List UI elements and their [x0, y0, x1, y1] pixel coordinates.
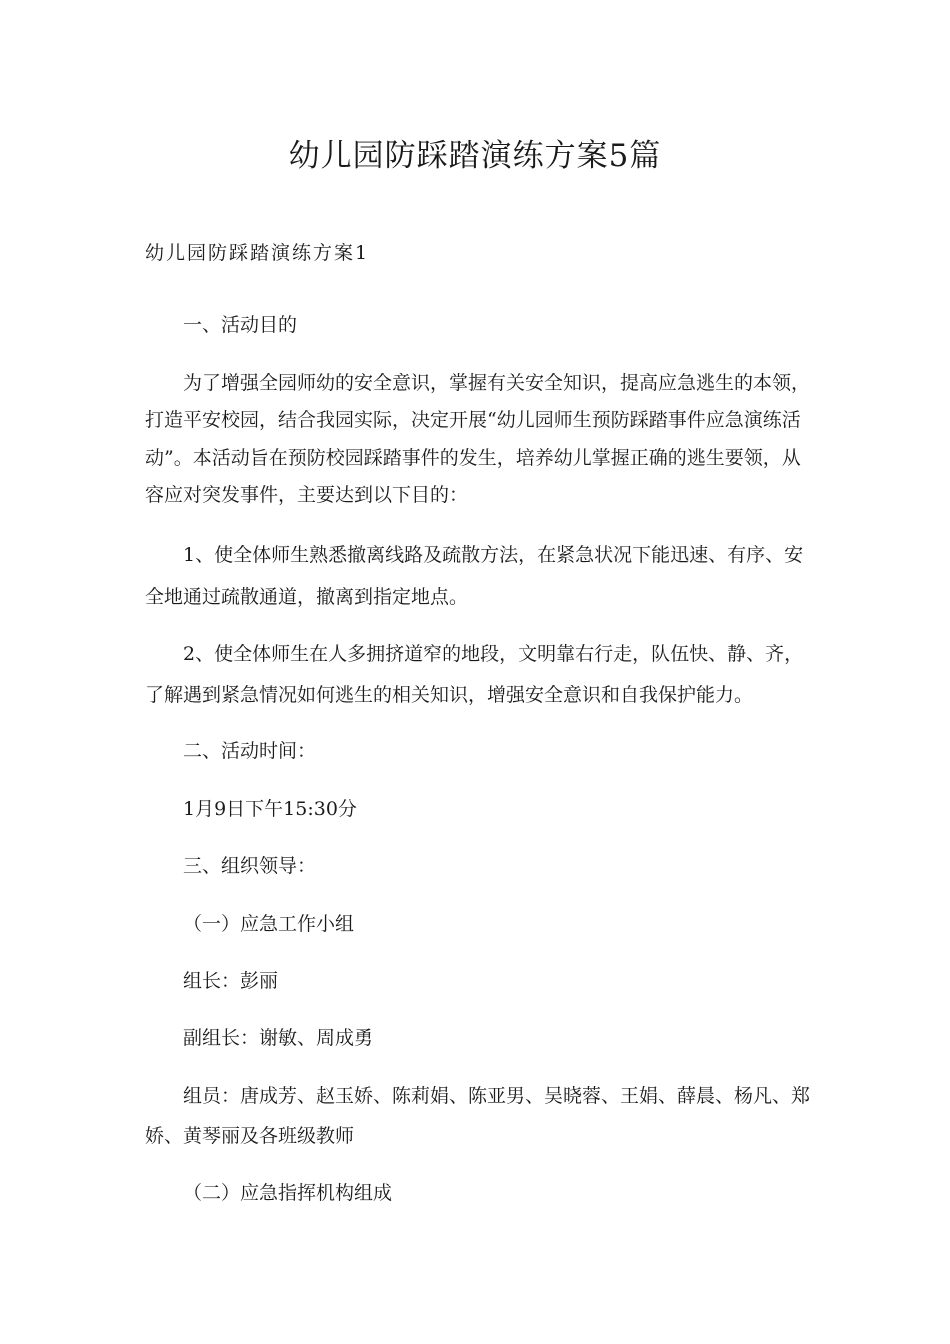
heading-activity-purpose: 一、活动目的 — [183, 314, 298, 336]
team-members-line: 组员：唐成芳、赵玉娇、陈莉娟、陈亚男、吴晓蓉、王娟、薛晨、杨凡、郑 — [183, 1085, 811, 1107]
team-members-line: 娇、黄琴丽及各班级教师 — [145, 1125, 355, 1147]
team-leader: 组长：彭丽 — [183, 970, 279, 992]
team-deputy-leaders: 副组长：谢敏、周成勇 — [183, 1027, 374, 1049]
list-item-line: 1、使全体师生熟悉撤离线路及疏散方法，在紧急状况下能迅速、有序、安 — [183, 544, 804, 566]
section-title: 幼儿园防踩踏演练方案1 — [145, 242, 370, 264]
paragraph-line: 为了增强全园师幼的安全意识，掌握有关安全知识，提高应急逃生的本领， — [183, 372, 811, 394]
list-item-line: 全地通过疏散通道，撤离到指定地点。 — [145, 586, 469, 608]
subheading-command-structure: （二）应急指挥机构组成 — [183, 1182, 393, 1204]
list-item-line: 了解遇到紧急情况如何逃生的相关知识，增强安全意识和自我保护能力。 — [145, 684, 754, 706]
activity-time-value: 1月9日下午15:30分 — [183, 798, 357, 820]
paragraph-line: 打造平安校园，结合我园实际，决定开展“幼儿园师生预防踩踏事件应急演练活 — [145, 409, 801, 431]
paragraph-line: 容应对突发事件，主要达到以下目的： — [145, 484, 469, 506]
heading-organization: 三、组织领导： — [183, 855, 317, 877]
subheading-emergency-team: （一）应急工作小组 — [183, 913, 355, 935]
document-title: 幼儿园防踩踏演练方案5篇 — [288, 138, 662, 174]
paragraph-line: 动”。本活动旨在预防校园踩踏事件的发生，培养幼儿掌握正确的逃生要领，从 — [145, 447, 801, 469]
heading-activity-time: 二、活动时间： — [183, 740, 317, 762]
list-item-line: 2、使全体师生在人多拥挤道窄的地段，文明靠右行走，队伍快、静、齐， — [183, 643, 804, 665]
